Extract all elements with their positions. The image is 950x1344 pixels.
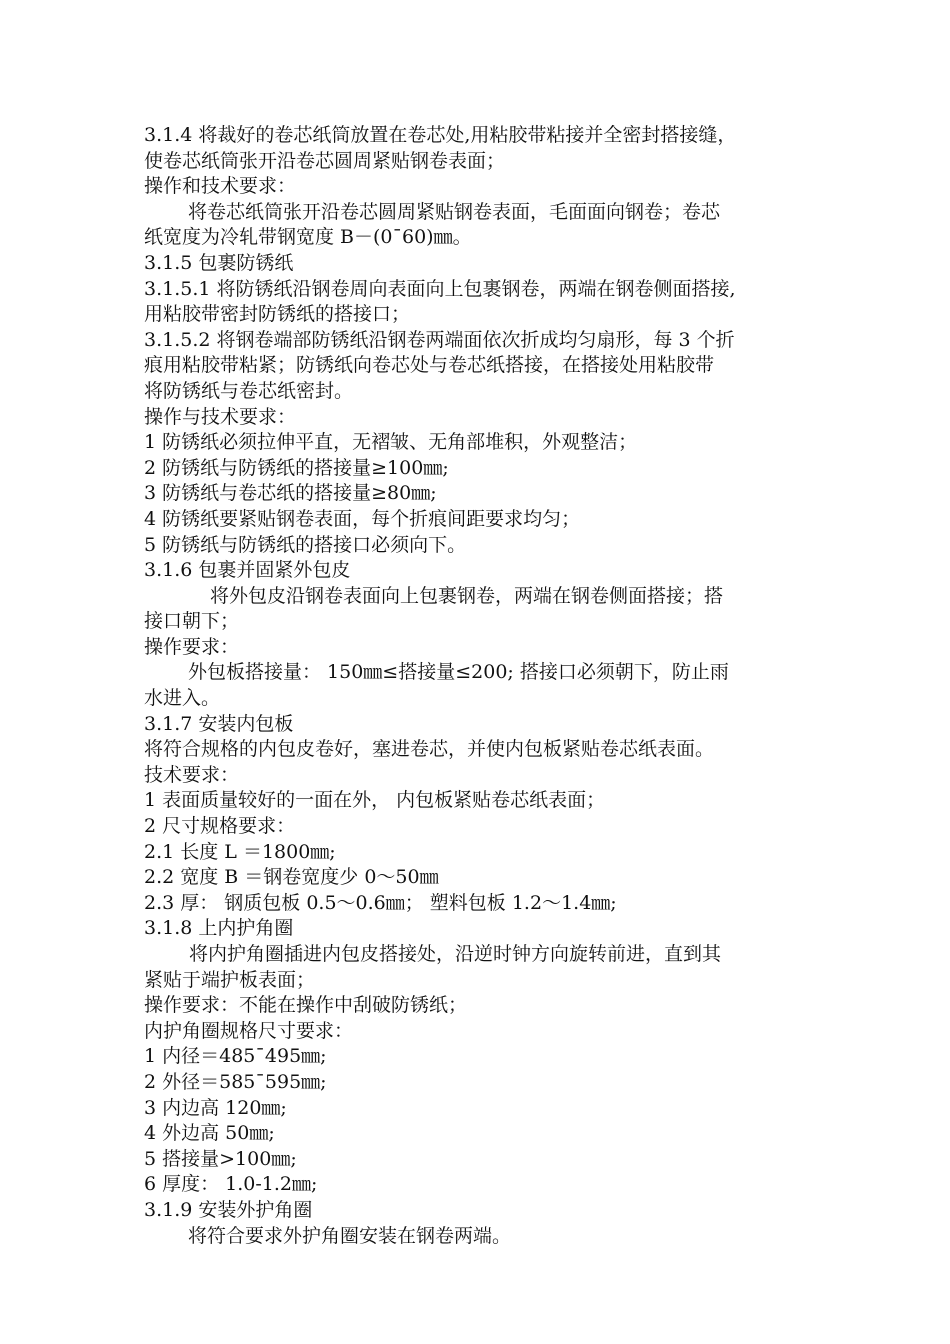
list-item: 5 防锈纸与防锈纸的搭接口必须向下。 [144, 533, 467, 556]
document-body [144, 123, 816, 1249]
list-item: 3 防锈纸与卷芯纸的搭接量≥80㎜; [144, 482, 437, 505]
text-line: 水进入。 [144, 687, 221, 710]
text-line: 技术要求： [144, 763, 240, 786]
list-item: 2 尺寸规格要求： [144, 815, 296, 838]
text-line: 将符合规格的内包皮卷好，塞进卷芯，并使内包板紧贴卷芯纸表面。 [144, 738, 715, 761]
section-heading: 3.1.6 包裹并固紧外包皮 [144, 559, 351, 582]
list-item: 4 外边高 50㎜; [144, 1122, 275, 1145]
text-line: 操作与技术要求： [144, 405, 297, 428]
list-item: 2.1 长度 L ＝1800㎜; [144, 840, 336, 863]
list-item: 2.3 厚： 钢质包板 0.5～0.6㎜； 塑料包板 1.2～1.4㎜; [144, 891, 617, 914]
text-line: 将符合要求外护角圈安装在钢卷两端。 [188, 1224, 512, 1247]
text-line: 纸宽度为冷轧带钢宽度 B－(0¯60)㎜。 [144, 226, 472, 249]
text-line: 将内护角圈插进内包皮搭接处，沿逆时钟方向旋转前进，直到其 [189, 943, 722, 965]
text-line: 3.1.5.1 将防锈纸沿钢卷周向表面向上包裹钢卷，两端在钢卷侧面搭接, [144, 277, 736, 300]
text-line: 使卷芯纸筒张开沿卷芯圆周紧贴钢卷表面； [144, 149, 506, 172]
section-heading: 3.1.8 上内护角圈 [144, 917, 294, 940]
text-line: 操作要求：不能在操作中刮破防锈纸； [144, 994, 468, 1017]
text-line: 内护角圈规格尺寸要求： [144, 1019, 354, 1042]
list-item: 2 外径＝585¯595㎜; [144, 1070, 327, 1093]
list-item: 3 内边高 120㎜; [144, 1096, 287, 1119]
list-item: 2.2 宽度 B ＝钢卷宽度少 0～50㎜ [144, 866, 439, 889]
list-item: 2 防锈纸与防锈纸的搭接量≥100㎜; [144, 456, 449, 479]
text-line: 外包板搭接量： 150㎜≤搭接量≤200; 搭接口必须朝下，防止雨 [188, 661, 729, 684]
section-heading: 3.1.7 安装内包板 [144, 712, 294, 735]
text-line: 操作要求： [144, 635, 240, 658]
text-line: 将卷芯纸筒张开沿卷芯圆周紧贴钢卷表面，毛面面向钢卷；卷芯 [188, 200, 721, 223]
text-line: 将防锈纸与卷芯纸密封。 [144, 379, 354, 402]
text-line: 操作和技术要求： [144, 175, 297, 198]
list-item: 6 厚度： 1.0-1.2㎜; [144, 1173, 318, 1196]
text-line: 3.1.4 将裁好的卷芯纸筒放置在卷芯处,用粘胶带粘接并全密封搭接缝， [144, 124, 737, 146]
section-heading: 3.1.9 安装外护角圈 [144, 1198, 313, 1221]
text-line: 用粘胶带密封防锈纸的搭接口； [144, 303, 411, 326]
text-line: 将外包皮沿钢卷表面向上包裹钢卷，两端在钢卷侧面搭接；搭 [210, 584, 724, 607]
text-line: 痕用粘胶带粘紧；防锈纸向卷芯处与卷芯纸搭接，在搭接处用粘胶带 [144, 354, 715, 377]
list-item: 4 防锈纸要紧贴钢卷表面，每个折痕间距要求均匀； [144, 507, 581, 530]
list-item: 1 表面质量较好的一面在外， 内包板紧贴卷芯纸表面； [144, 789, 606, 812]
section-heading: 3.1.5 包裹防锈纸 [144, 251, 294, 274]
list-item: 1 内径＝485¯495㎜; [144, 1045, 327, 1068]
text-line: 紧贴于端护板表面； [144, 968, 316, 991]
list-item: 1 防锈纸必须拉伸平直，无褶皱、无角部堆积，外观整洁； [144, 431, 638, 454]
list-item: 5 搭接量>100㎜; [144, 1147, 297, 1170]
text-line: 接口朝下； [144, 610, 240, 633]
text-line: 3.1.5.2 将钢卷端部防锈纸沿钢卷两端面依次折成均匀扇形，每 3 个折 [144, 328, 735, 351]
